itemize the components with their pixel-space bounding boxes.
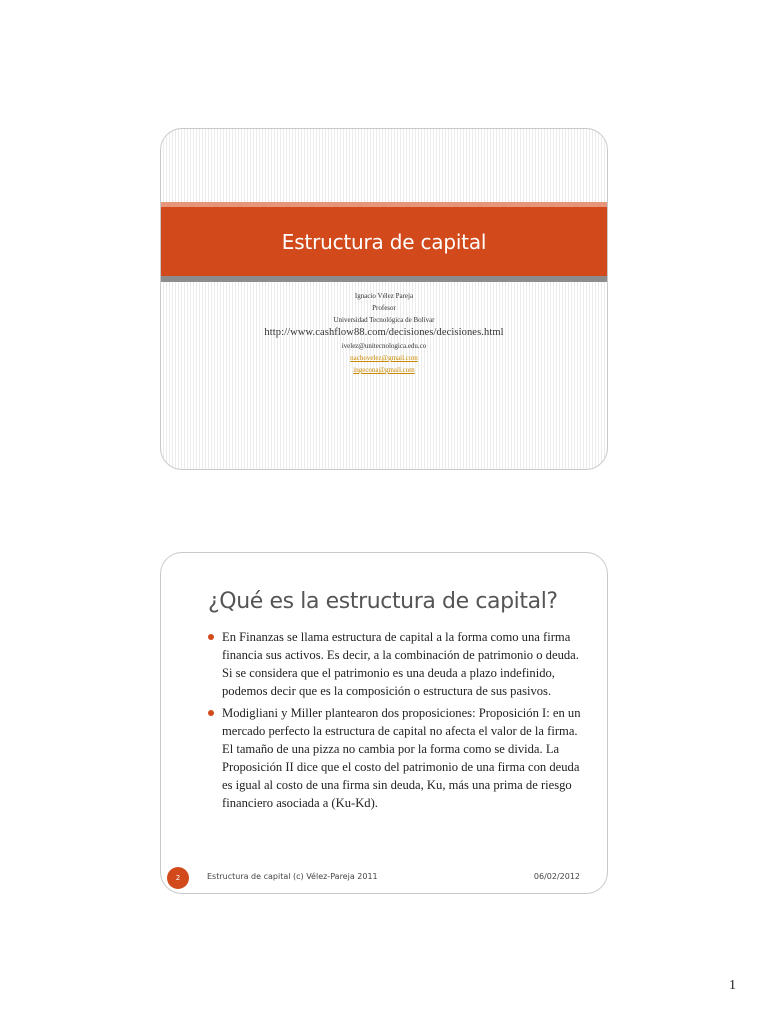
institutional-email[interactable]: ivelez@unitecnologica.edu.co bbox=[341, 342, 427, 350]
page-number: 1 bbox=[729, 978, 736, 993]
title-band bbox=[161, 207, 607, 276]
footer-date: 06/02/2012 bbox=[533, 872, 580, 881]
bullet-item bbox=[207, 704, 587, 812]
bullet-dot-icon bbox=[208, 710, 214, 716]
bullet-list bbox=[207, 628, 587, 816]
slide-title: Estructura de capital bbox=[281, 229, 487, 254]
slide-1-title bbox=[160, 128, 608, 470]
footer-text: Estructura de capital (c) Vélez-Pareja 2011 bbox=[207, 872, 378, 881]
bullet-text: Modigliani y Miller plantearon dos proposiciones: Proposición I: en un mercado perfecto la estructura de capital no afecta el valor de la firma. El tamaño de una pizza no cambia por la forma como se divida. La Proposición II dice que el costo del patrimonio de una firma con deuda es igual al costo de una firma sin deuda, Ku, más una prima de riesgo financiero asociada a (Ku-Kd). bbox=[222, 706, 581, 810]
slide-heading: ¿Qué es la estructura de capital? bbox=[208, 589, 558, 614]
slide-number-badge: 2 bbox=[167, 867, 189, 889]
website-url[interactable]: http://www.cashflow88.com/decisiones/decisiones.html bbox=[264, 327, 504, 338]
alternate-email-link[interactable]: ingecona@gmail.com bbox=[353, 366, 415, 374]
bullet-text: En Finanzas se llama estructura de capital a la forma como una firma financia sus activos. Es decir, a la combinación de patrimonio o deuda. Si se considera que el patrimonio es una deuda a plazo indefinido, podemos decir que es la composición o estructura de sus pasivos. bbox=[222, 630, 579, 698]
bullet-dot-icon bbox=[208, 634, 214, 640]
slide-2-content bbox=[160, 552, 608, 894]
author-institution: Universidad Tecnológica de Bolívar bbox=[333, 316, 435, 324]
personal-email-link[interactable]: nachovelez@gmail.com bbox=[350, 354, 418, 362]
title-bottom-stripe bbox=[161, 276, 607, 282]
slide-footer bbox=[161, 867, 607, 887]
author-role: Profesor bbox=[372, 304, 396, 312]
bullet-item bbox=[207, 628, 587, 700]
author-name: Ignacio Vélez Pareja bbox=[354, 292, 414, 300]
credits-block bbox=[161, 290, 607, 376]
